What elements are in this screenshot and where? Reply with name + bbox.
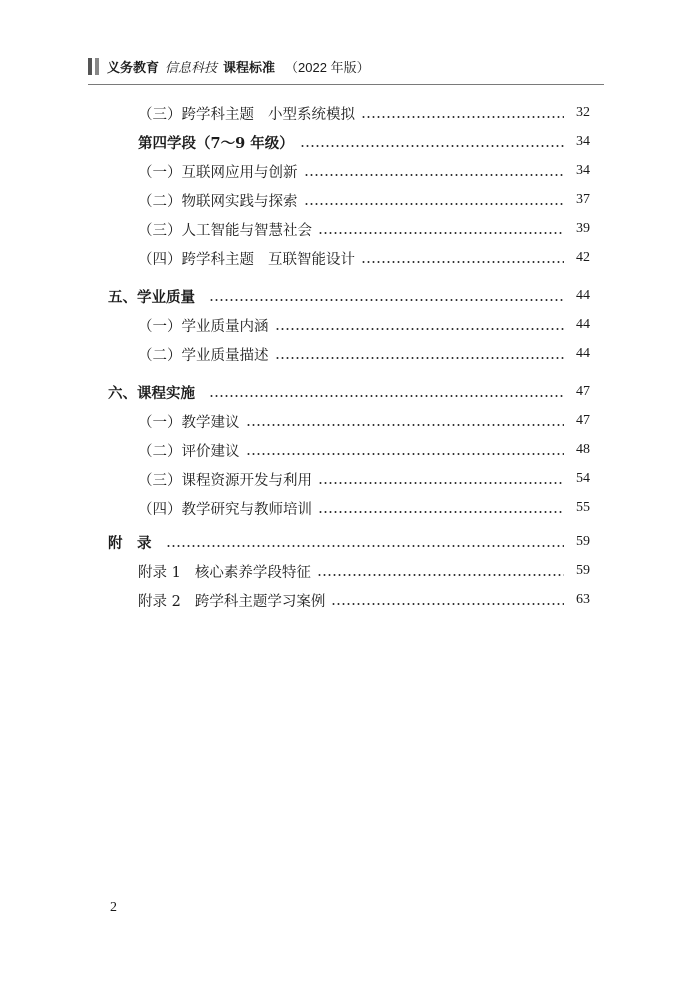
toc-page-number: 59 bbox=[576, 534, 590, 549]
toc-leader-dots bbox=[361, 116, 564, 118]
toc-entry[interactable] bbox=[108, 381, 590, 403]
toc-page-number: 34 bbox=[576, 134, 590, 149]
toc-leader-dots bbox=[209, 299, 564, 301]
toc-leader-dots bbox=[317, 574, 564, 576]
toc-entry[interactable] bbox=[138, 560, 590, 582]
toc-entry[interactable] bbox=[138, 189, 590, 211]
toc-entry[interactable] bbox=[138, 410, 590, 432]
toc-leader-dots bbox=[318, 232, 564, 234]
toc-leader-dots bbox=[209, 395, 564, 397]
toc-entry-label: （二）物联网实践与探索 bbox=[138, 193, 298, 210]
toc-entry-label: （三）跨学科主题 小型系统模拟 bbox=[138, 106, 355, 123]
toc-entry-label: （四）教学研究与教师培训 bbox=[138, 501, 312, 518]
toc-page-number: 32 bbox=[576, 105, 590, 120]
header-title: 课程标准 bbox=[223, 60, 276, 76]
toc-entry[interactable] bbox=[138, 439, 590, 461]
toc-page-number: 54 bbox=[576, 471, 590, 486]
toc-entry-label: 附 录 bbox=[108, 534, 152, 552]
toc-page-number: 42 bbox=[576, 250, 590, 265]
toc-entry-label: 六、课程实施 bbox=[108, 384, 195, 402]
toc-entry[interactable] bbox=[138, 343, 590, 365]
toc-leader-dots bbox=[318, 482, 564, 484]
toc-entry[interactable] bbox=[138, 314, 590, 336]
toc-page-number: 63 bbox=[576, 592, 590, 607]
toc-page-number: 39 bbox=[576, 221, 590, 236]
toc-entry[interactable] bbox=[138, 160, 590, 182]
toc-leader-dots bbox=[246, 453, 565, 455]
toc-leader-dots bbox=[318, 511, 564, 513]
toc-page-number: 44 bbox=[576, 317, 590, 332]
toc-leader-dots bbox=[275, 328, 565, 330]
toc-leader-dots bbox=[304, 174, 565, 176]
toc-entry[interactable] bbox=[108, 285, 590, 307]
toc-page-number: 37 bbox=[576, 192, 590, 207]
toc-entry[interactable] bbox=[138, 247, 590, 269]
toc-page-number: 59 bbox=[576, 563, 590, 578]
toc-entry-label: （三）课程资源开发与利用 bbox=[138, 472, 312, 489]
toc-entry[interactable] bbox=[138, 497, 590, 519]
toc-entry-label: 附录 1 核心素养学段特征 bbox=[138, 564, 311, 581]
toc-page-number: 47 bbox=[576, 384, 590, 399]
toc-entry[interactable] bbox=[138, 468, 590, 490]
toc-page-number: 44 bbox=[576, 288, 590, 303]
toc-leader-dots bbox=[331, 603, 564, 605]
toc-entry-label: （二）评价建议 bbox=[138, 443, 240, 460]
toc-leader-dots bbox=[361, 261, 564, 263]
toc-entry-label: 第四学段（7～9 年级） bbox=[138, 134, 294, 152]
toc-entry[interactable] bbox=[108, 531, 590, 553]
toc-leader-dots bbox=[304, 203, 565, 205]
header-series: 义务教育 bbox=[107, 60, 160, 76]
toc-entry-label: （二）学业质量描述 bbox=[138, 347, 269, 364]
header-bars-icon bbox=[88, 58, 99, 75]
toc-entry-label: 附录 2 跨学科主题学习案例 bbox=[138, 593, 326, 610]
header-subject: 信息科技 bbox=[165, 60, 218, 76]
page-number: 2 bbox=[110, 900, 117, 915]
toc-page-number: 47 bbox=[576, 413, 590, 428]
toc-entry[interactable] bbox=[138, 218, 590, 240]
toc-page-number: 34 bbox=[576, 163, 590, 178]
header-rule bbox=[88, 84, 604, 85]
toc-entry[interactable] bbox=[138, 102, 590, 124]
toc-page-number: 48 bbox=[576, 442, 590, 457]
header-edition: （2022 年版） bbox=[285, 59, 370, 75]
toc-entry[interactable] bbox=[138, 589, 590, 611]
toc-entry-label: （四）跨学科主题 互联智能设计 bbox=[138, 251, 355, 268]
running-header bbox=[88, 56, 376, 76]
toc-page-number: 55 bbox=[576, 500, 590, 515]
toc-entry-label: （一）学业质量内涵 bbox=[138, 318, 269, 335]
toc-leader-dots bbox=[275, 357, 565, 359]
toc-entry[interactable] bbox=[138, 131, 590, 153]
toc-page-number: 44 bbox=[576, 346, 590, 361]
toc-entry-label: （三）人工智能与智慧社会 bbox=[138, 222, 312, 239]
toc-leader-dots bbox=[300, 145, 564, 147]
toc-entry-label: （一）互联网应用与创新 bbox=[138, 164, 298, 181]
toc-entry-label: 五、学业质量 bbox=[108, 288, 195, 306]
toc-leader-dots bbox=[166, 545, 565, 547]
toc-entry-label: （一）教学建议 bbox=[138, 414, 240, 431]
toc-leader-dots bbox=[246, 424, 565, 426]
